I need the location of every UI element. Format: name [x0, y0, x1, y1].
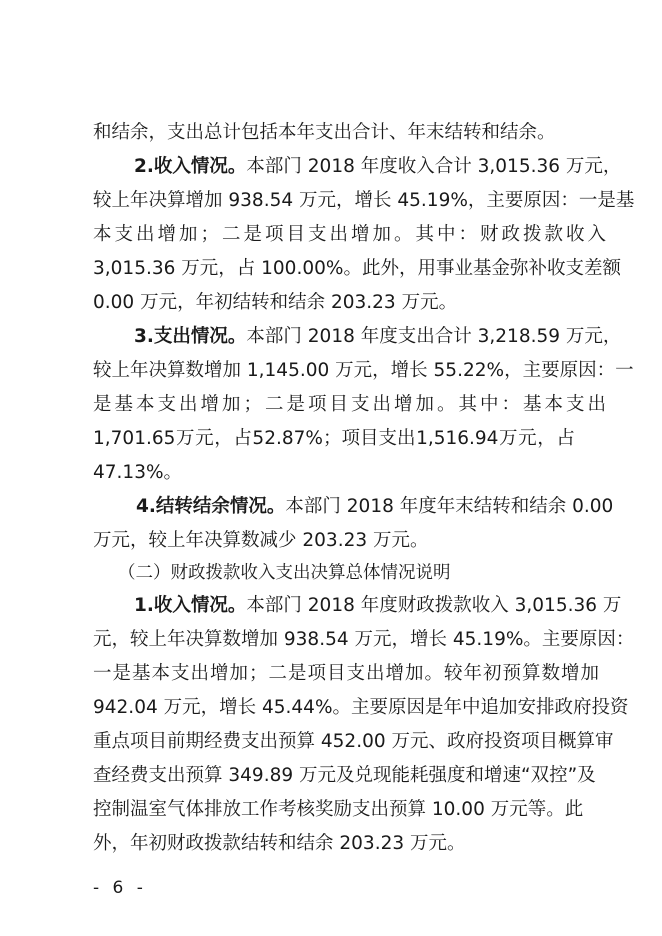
text-line — [0, 829, 662, 859]
line-segment: 1,516.94 — [416, 428, 499, 449]
section-expenditure — [0, 322, 662, 352]
text-line — [0, 795, 662, 825]
line-text: 元，较上年决算数增加 938.54 万元，增长 45.19%。主要原因： — [93, 629, 635, 650]
line-segment: 元 — [195, 428, 214, 449]
line-segment: 元 — [518, 428, 537, 449]
line-text: 和结余，支出总计包括本年支出合计、年末结转和结余。 — [93, 122, 556, 143]
line-segment: ， — [537, 428, 556, 449]
text-line — [0, 118, 662, 148]
line-segment: 万 — [499, 428, 518, 449]
text-line — [0, 659, 662, 689]
line-text: 万元，较上年决算数减少 203.23 万元。 — [93, 530, 429, 551]
line-text: 本部门 2018 年度财政拨款收入 3,015.36 万 — [246, 595, 622, 616]
section-heading: 4.结转结余情况。 — [136, 496, 286, 517]
line-text: 本部门 2018 年度支出合计 3,218.59 万元， — [246, 326, 622, 347]
line-text: 47.13%。 — [93, 462, 183, 483]
text-line — [0, 458, 662, 488]
line-text: 控制温室气体排放工作考核奖励支出预算 10.00 万元等。此 — [93, 799, 584, 820]
section-heading: 3.支出情况。 — [134, 326, 247, 347]
section-carryover — [0, 492, 662, 522]
line-text: 本部门 2018 年度年末结转和结余 0.00 — [285, 496, 614, 517]
line-segment: 万 — [175, 428, 195, 449]
line-segment: 1,701.65 — [93, 428, 176, 449]
text-line-justified — [93, 424, 575, 454]
line-segment: ， — [214, 428, 233, 449]
text-line — [0, 727, 662, 757]
text-line — [0, 390, 662, 420]
text-line — [0, 526, 662, 556]
text-line — [0, 693, 662, 723]
section-heading: 2.收入情况。 — [134, 156, 247, 177]
text-line — [0, 761, 662, 791]
line-text: 查经费支出预算 349.89 万元及兑现能耗强度和增速“双控”及 — [93, 765, 596, 786]
line-text: 3,015.36 万元，占 100.00%。此外，用事业基金弥补收支差额 — [93, 258, 621, 279]
line-text: 本支出增加；二是项目支出增加。其中：财政拨款收入 — [93, 224, 610, 245]
line-text: 本部门 2018 年度收入合计 3,015.36 万元， — [246, 156, 622, 177]
text-line — [0, 254, 662, 284]
line-segment: 占 — [556, 428, 575, 449]
subsection-title — [0, 558, 662, 588]
page-number: - 6 - — [93, 878, 147, 898]
line-text: 0.00 万元，年初结转和结余 203.23 万元。 — [93, 292, 458, 313]
line-text: 是基本支出增加；二是项目支出增加。其中：基本支出 — [93, 394, 610, 415]
line-segment: 占 — [233, 428, 252, 449]
line-text: 较上年决算数增加 1,145.00 万元，增长 55.22%，主要原因：一 — [93, 360, 634, 381]
text-line — [0, 288, 662, 318]
section-fiscal-income — [0, 591, 662, 621]
section-income — [0, 152, 662, 182]
text-line — [0, 186, 662, 216]
text-line — [0, 625, 662, 655]
line-text: 重点项目前期经费支出预算 452.00 万元、政府投资项目概算审 — [93, 731, 614, 752]
line-text: 一是基本支出增加；二是项目支出增加。较年初预算数增加 — [93, 663, 601, 684]
text-line — [0, 220, 662, 250]
line-text: 较上年决算增加 938.54 万元，增长 45.19%，主要原因：一是基 — [93, 190, 635, 211]
section-heading: 1.收入情况。 — [134, 595, 247, 616]
text-line — [0, 356, 662, 386]
line-segment: 52.87%；项目支出 — [252, 428, 416, 449]
line-text: 942.04 万元，增长 45.44%。主要原因是年中追加安排政府投资 — [93, 697, 629, 718]
subsection-heading: （二）财政拨款收入支出决算总体情况说明 — [118, 563, 451, 583]
line-text: 外，年初财政拨款结转和结余 203.23 万元。 — [93, 833, 466, 854]
